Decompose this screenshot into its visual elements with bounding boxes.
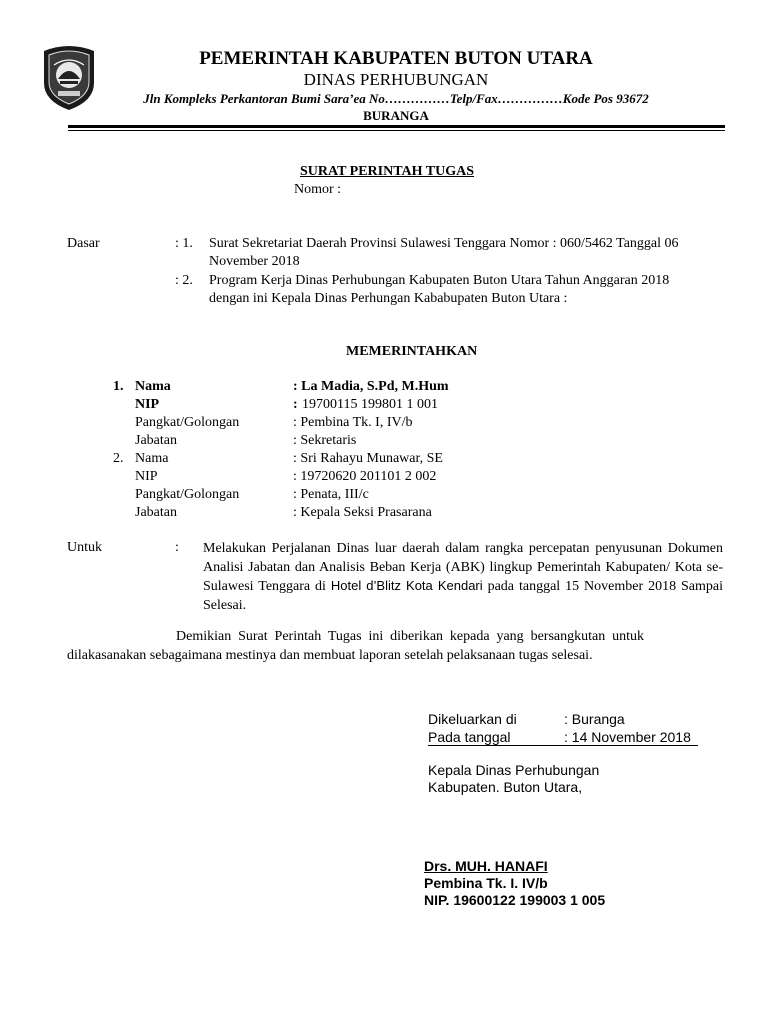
issued-place-label: Dikeluarkan di [428, 711, 517, 727]
person-1-name-label: Nama [135, 379, 171, 394]
dasar-item-1-line1: Surat Sekretariat Daerah Provinsi Sulawesi Tenggara Nomor : 060/5462 Tanggal 06 [209, 236, 679, 251]
hotel-name: Hotel d’Blitz Kota Kendari [330, 578, 483, 593]
person-2-position-label: Jabatan [135, 505, 177, 520]
person-1-nip-label: NIP [135, 397, 160, 412]
untuk-text-after: pada tanggal 15 November 2018 Sampai Selesai. [203, 579, 724, 613]
dasar-marker-1: : 1. [175, 236, 193, 251]
untuk-colon: : [175, 540, 179, 555]
dasar-marker-2: : 2. [175, 273, 193, 288]
issued-date-value: : 14 November 2018 [564, 729, 691, 745]
person-2-position-value: : Kepala Seksi Prasarana [293, 505, 432, 520]
person-1-position-value: : Sekretaris [293, 433, 357, 448]
dasar-item-1-line2: November 2018 [209, 254, 300, 269]
closing-line-1: Demikian Surat Perintah Tugas ini diberikan kepada yang bersangkutan untuk [176, 629, 645, 644]
issued-place-value: : Buranga [564, 711, 625, 727]
agency-title: PEMERINTAH KABUPATEN BUTON UTARA [199, 48, 593, 69]
signatory-name: Drs. MUH. HANAFI [424, 858, 548, 874]
person-2-name-value: : Sri Rahayu Munawar, SE [293, 451, 443, 466]
person-1-nip-colon: : [293, 397, 298, 412]
person-1-nip-value: 19700115 199801 1 001 [302, 397, 438, 412]
dasar-label: Dasar [67, 236, 100, 251]
person-1-name-value: : La Madia, S.Pd, M.Hum [293, 379, 449, 394]
dasar-item-2-line1: Program Kerja Dinas Perhubungan Kabupaten Buton Utara Tahun Anggaran 2018 [209, 273, 670, 288]
person-1-position-label: Jabatan [135, 433, 177, 448]
closing-line-2: dilakasanakan sebagaimana mestinya dan membuat laporan setelah pelaksanaan tugas selesai. [67, 648, 593, 663]
header-rule-thin [68, 130, 725, 131]
person-1-rank-label: Pangkat/Golongan [135, 415, 240, 430]
letter-number: Nomor : [294, 182, 342, 197]
person-2-rank-label: Pangkat/Golongan [135, 487, 240, 502]
issued-date-label: Pada tanggal [428, 729, 511, 745]
person-1-number: 1. [113, 379, 124, 394]
untuk-label: Untuk [67, 540, 102, 555]
person-1-rank-value: : Pembina Tk. I, IV/b [293, 415, 413, 430]
dasar-item-2-line2: dengan ini Kepala Dinas Perhungan Kababupaten Buton Utara : [209, 291, 568, 306]
issued-underline [428, 745, 698, 746]
signatory-rank: Pembina Tk. I. IV/b [424, 875, 548, 891]
person-2-nip-value: : 19720620 201101 2 002 [293, 469, 437, 484]
person-2-name-label: Nama [135, 451, 169, 466]
signatory-nip: NIP. 19600122 199003 1 005 [424, 892, 606, 908]
untuk-text-before: Melakukan Perjalanan Dinas luar daerah dalam rangka percepatan penyusunan Dokumen Analisi Jabatan dan Analisis Beban Kerja (ABK) lingkup Pemerintah Kabupaten/ Kota se- Sulawesi Tenggara di [203, 541, 723, 594]
city-line: BURANGA [363, 108, 429, 123]
person-2-rank-value: : Penata, III/c [293, 487, 369, 502]
signatory-position-1: Kepala Dinas Perhubungan [428, 762, 600, 778]
letter-title: SURAT PERINTAH TUGAS [300, 164, 475, 179]
person-2-nip-label: NIP [135, 469, 158, 484]
signatory-position-2: Kabupaten. Buton Utara, [428, 779, 583, 795]
person-2-number: 2. [113, 451, 124, 466]
untuk-text [203, 540, 723, 615]
command-heading: MEMERINTAHKAN [346, 344, 478, 359]
address-line: Jln Kompleks Perkantoran Bumi Sara’ea No……………Telp/Fax……………Kode Pos 93672 [143, 91, 649, 106]
header-rule-thick [68, 125, 725, 128]
department-title: DINAS PERHUBUNGAN [303, 70, 489, 89]
